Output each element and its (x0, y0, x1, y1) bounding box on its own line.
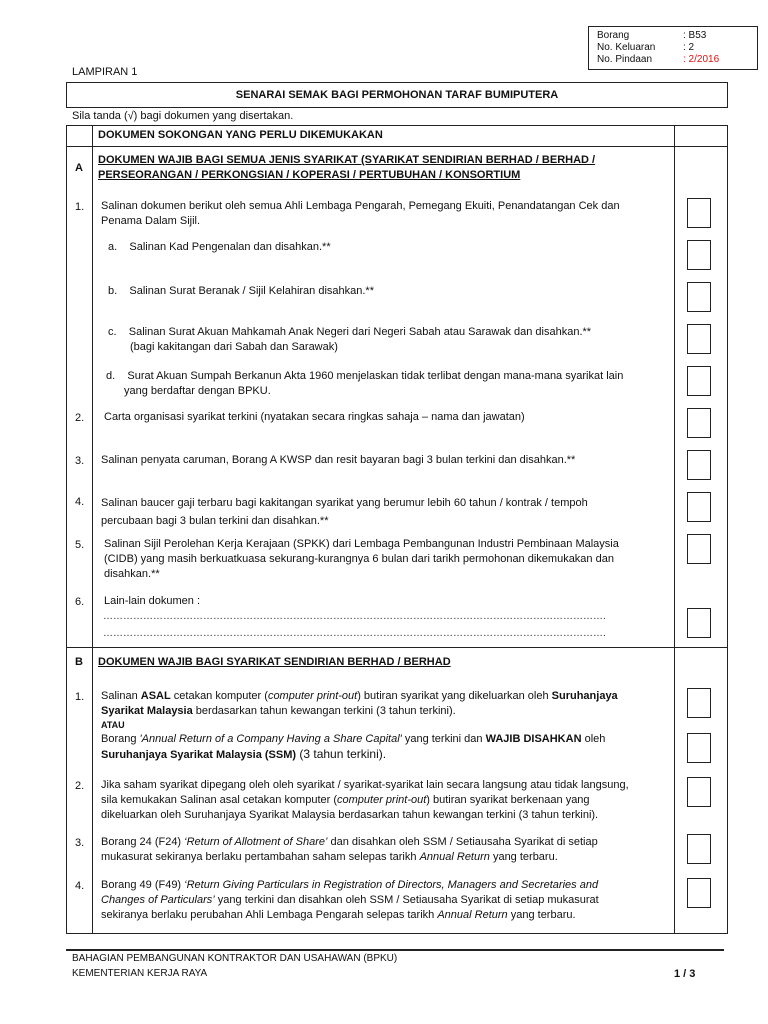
item-line (101, 747, 618, 763)
form-label: Borang (597, 30, 630, 41)
checkbox-a1[interactable] (687, 198, 711, 228)
text-run-bold: Suruhanjaya (551, 690, 618, 702)
item-line (101, 878, 599, 893)
text-run-italic: computer print-out (337, 794, 427, 806)
checkbox-a1a[interactable] (687, 240, 711, 270)
checkbox-b4[interactable] (687, 878, 711, 908)
item-number: 3. (75, 455, 85, 467)
text-run: berdasarkan tahun kewangan terkini (3 tahun terkini). (192, 705, 456, 717)
form-row-pindaan (597, 54, 749, 66)
form-info-box (588, 26, 758, 70)
text-run: yang terkini dan (401, 733, 486, 745)
item-number: 1. (75, 691, 85, 703)
item-number: 6. (75, 596, 85, 608)
item-number: 4. (75, 880, 85, 892)
atau-label: ATAU (101, 720, 125, 730)
text-run: (3 tahun terkini). (296, 747, 387, 761)
sub-item-b: b. Salinan Surat Beranak / Sijil Kelahiran disahkan.** (108, 285, 374, 297)
dotted-line: ……………………………………………………………………………………………………………………………………. (103, 628, 606, 639)
item-text (104, 537, 619, 582)
form-row-keluaran (597, 42, 749, 54)
text-run-italic: Changes of Particulars’ (101, 894, 215, 906)
text-run-italic: 'Annual Return of a Company Having a Share Capital' (139, 733, 402, 745)
section-a-heading-line: DOKUMEN WAJIB BAGI SEMUA JENIS SYARIKAT (SYARIKAT SENDIRIAN BERHAD / BERHAD / (98, 154, 596, 166)
checkbox-a4[interactable] (687, 492, 711, 522)
form-value: : B53 (683, 30, 707, 41)
item-line: Jika saham syarikat dipegang oleh oleh syarikat / syarikat-syarikat lain secara langsung atau tidak langsung, (101, 779, 629, 791)
text-run: yang terbaru. (489, 851, 558, 863)
form-row-borang (597, 30, 749, 42)
text-run: ) butiran syarikat berkenaan yang (426, 794, 590, 806)
item-number: 2. (75, 412, 85, 424)
section-a-letter: A (75, 162, 83, 174)
row-divider (67, 647, 727, 648)
checkbox-a6[interactable] (687, 608, 711, 638)
table-header: DOKUMEN SOKONGAN YANG PERLU DIKEMUKAKAN (98, 129, 383, 141)
dotted-line: ……………………………………………………………………………………………………………………………………. (103, 611, 606, 622)
text-run: Salinan (101, 690, 141, 702)
text-run-italic: ‘Return Giving Particulars in Registration of Directors, Managers and Secretaries and (184, 879, 599, 891)
item-line: percubaan bagi 3 bulan terkini dan disahkan.** (101, 515, 329, 527)
section-a-heading-line: PERSEORANGAN / PERKONGSIAN / KOPERASI / PERTUBUHAN / KONSORTIUM (98, 169, 521, 181)
form-label: No. Keluaran (597, 42, 656, 53)
text-run-bold: Syarikat Malaysia (101, 705, 193, 717)
checkbox-a1d[interactable] (687, 366, 711, 396)
item-line: disahkan.** (104, 568, 160, 580)
footer-department: BAHAGIAN PEMBANGUNAN KONTRAKTOR DAN USAHAWAN (BPKU) (72, 953, 398, 964)
text-run: sekiranya berlaku perubahan Ahli Lembaga Pengarah selepas tarikh (101, 909, 438, 921)
text-run: dan disahkan oleh SSM / Setiausaha Syarikat di setiap (327, 836, 598, 848)
lampiran-label: LAMPIRAN 1 (72, 66, 138, 78)
sub-item-c (108, 325, 591, 355)
item-line (101, 704, 618, 719)
page-number: 1 / 3 (674, 968, 696, 980)
form-label: No. Pindaan (597, 54, 653, 65)
item-line (101, 835, 598, 850)
text-run: Borang (101, 733, 140, 745)
item-text: Carta organisasi syarikat terkini (nyatakan secara ringkas sahaja – nama dan jawatan) (104, 411, 525, 423)
item-line (101, 732, 618, 747)
text-run: ) butiran syarikat yang dikeluarkan oleh (357, 690, 552, 702)
item-text: Salinan penyata caruman, Borang A KWSP dan resit bayaran bagi 3 bulan terkini dan disahkan.** (101, 454, 576, 466)
checkbox-a3[interactable] (687, 450, 711, 480)
text-run-italic: ‘Return of Allotment of Share’ (184, 836, 328, 848)
form-value: : 2 (683, 42, 695, 53)
item-line: (bagi kakitangan dari Sabah dan Sarawak) (130, 341, 338, 353)
text-run-bold: WAJIB DISAHKAN (485, 733, 582, 745)
item-text (101, 878, 599, 923)
section-b-letter: B (75, 656, 83, 668)
item-line (101, 893, 599, 908)
sub-item-d (106, 369, 623, 399)
item-number: 3. (75, 837, 85, 849)
form-value: : 2/2016 (683, 54, 720, 65)
column-divider (92, 126, 93, 933)
footer-rule (66, 949, 724, 951)
item-number: 4. (75, 496, 85, 508)
item-line: (CIDB) yang masih berkuatkuasa sekurang-kurangnya 6 bulan dari tarikh permohonan dikemukakan dan (104, 553, 614, 565)
section-a-heading (98, 153, 595, 183)
item-line (101, 793, 629, 808)
checkbox-b1-atau[interactable] (687, 733, 711, 763)
text-run: yang terbaru. (507, 909, 576, 921)
item-text (101, 778, 629, 823)
checkbox-b3[interactable] (687, 834, 711, 864)
item-line: c. Salinan Surat Akuan Mahkamah Anak Negeri dari Negeri Sabah atau Sarawak dan disahkan.** (108, 326, 592, 338)
sub-item-a: a. Salinan Kad Pengenalan dan disahkan.** (108, 241, 331, 253)
item-text (101, 494, 588, 530)
text-run-italic: Annual Return (437, 909, 508, 921)
checkbox-a5[interactable] (687, 534, 711, 564)
text-run: Borang 24 (F24) (101, 836, 185, 848)
text-run-italic: computer print-out (267, 690, 358, 702)
text-run-bold: ASAL (140, 690, 171, 702)
checkbox-b1[interactable] (687, 688, 711, 718)
row-divider (67, 146, 727, 147)
item-text (101, 689, 618, 763)
section-b-heading: DOKUMEN WAJIB BAGI SYARIKAT SENDIRIAN BERHAD / BERHAD (98, 656, 451, 668)
item-line: Salinan dokumen berikut oleh semua Ahli Lembaga Pengarah, Pemegang Ekuiti, Penandatangan Cek dan (101, 200, 620, 212)
item-line: dikeluarkan oleh Suruhanjaya Syarikat Malaysia berdasarkan tahun kewangan terkini (3 tahun terkini). (101, 809, 599, 821)
page-title: SENARAI SEMAK BAGI PERMOHONAN TARAF BUMIPUTERA (66, 82, 728, 108)
item-line: Penama Dalam Sijil. (101, 215, 201, 227)
text-run: yang terkini dan disahkan oleh SSM / Setiausaha Syarikat di setiap mukasurat (214, 894, 599, 906)
text-run-bold: Suruhanjaya Syarikat Malaysia (SSM) (101, 749, 297, 761)
instruction-text: Sila tanda (√) bagi dokumen yang disertakan. (72, 110, 294, 122)
item-text (101, 199, 620, 229)
checkbox-a1c[interactable] (687, 324, 711, 354)
item-line (101, 908, 599, 923)
item-number: 5. (75, 539, 85, 551)
text-run: sila kemukakan Salinan asal cetakan komputer ( (101, 794, 338, 806)
item-line: Salinan Sijil Perolehan Kerja Kerajaan (SPKK) dari Lembaga Pembangunan Industri Pembinaan Malaysia (104, 538, 619, 550)
checkbox-b2[interactable] (687, 777, 711, 807)
text-run: mukasurat sekiranya berlaku pertambahan saham selepas tarikh (101, 851, 420, 863)
checkbox-a1b[interactable] (687, 282, 711, 312)
item-number: 1. (75, 201, 85, 213)
checkbox-a2[interactable] (687, 408, 711, 438)
item-line (101, 689, 618, 704)
footer-ministry: KEMENTERIAN KERJA RAYA (72, 968, 208, 979)
text-run-italic: Annual Return (419, 851, 490, 863)
item-line: d. Surat Akuan Sumpah Berkanun Akta 1960 menjelaskan tidak terlibat dengan mana-mana syarikat lain (106, 370, 624, 382)
item-text: Lain-lain dokumen : (104, 595, 201, 607)
text-run: oleh (581, 733, 606, 745)
item-line: yang berdaftar dengan BPKU. (124, 385, 271, 397)
item-line: Salinan baucer gaji terbaru bagi kakitangan syarikat yang berumur lebih 60 tahun / kontrak / tempoh (101, 497, 588, 509)
text-run: Borang 49 (F49) (101, 879, 185, 891)
item-line (101, 850, 598, 865)
column-divider (674, 126, 675, 933)
text-run: cetakan komputer ( (170, 690, 268, 702)
item-text (101, 835, 598, 865)
item-number: 2. (75, 780, 85, 792)
